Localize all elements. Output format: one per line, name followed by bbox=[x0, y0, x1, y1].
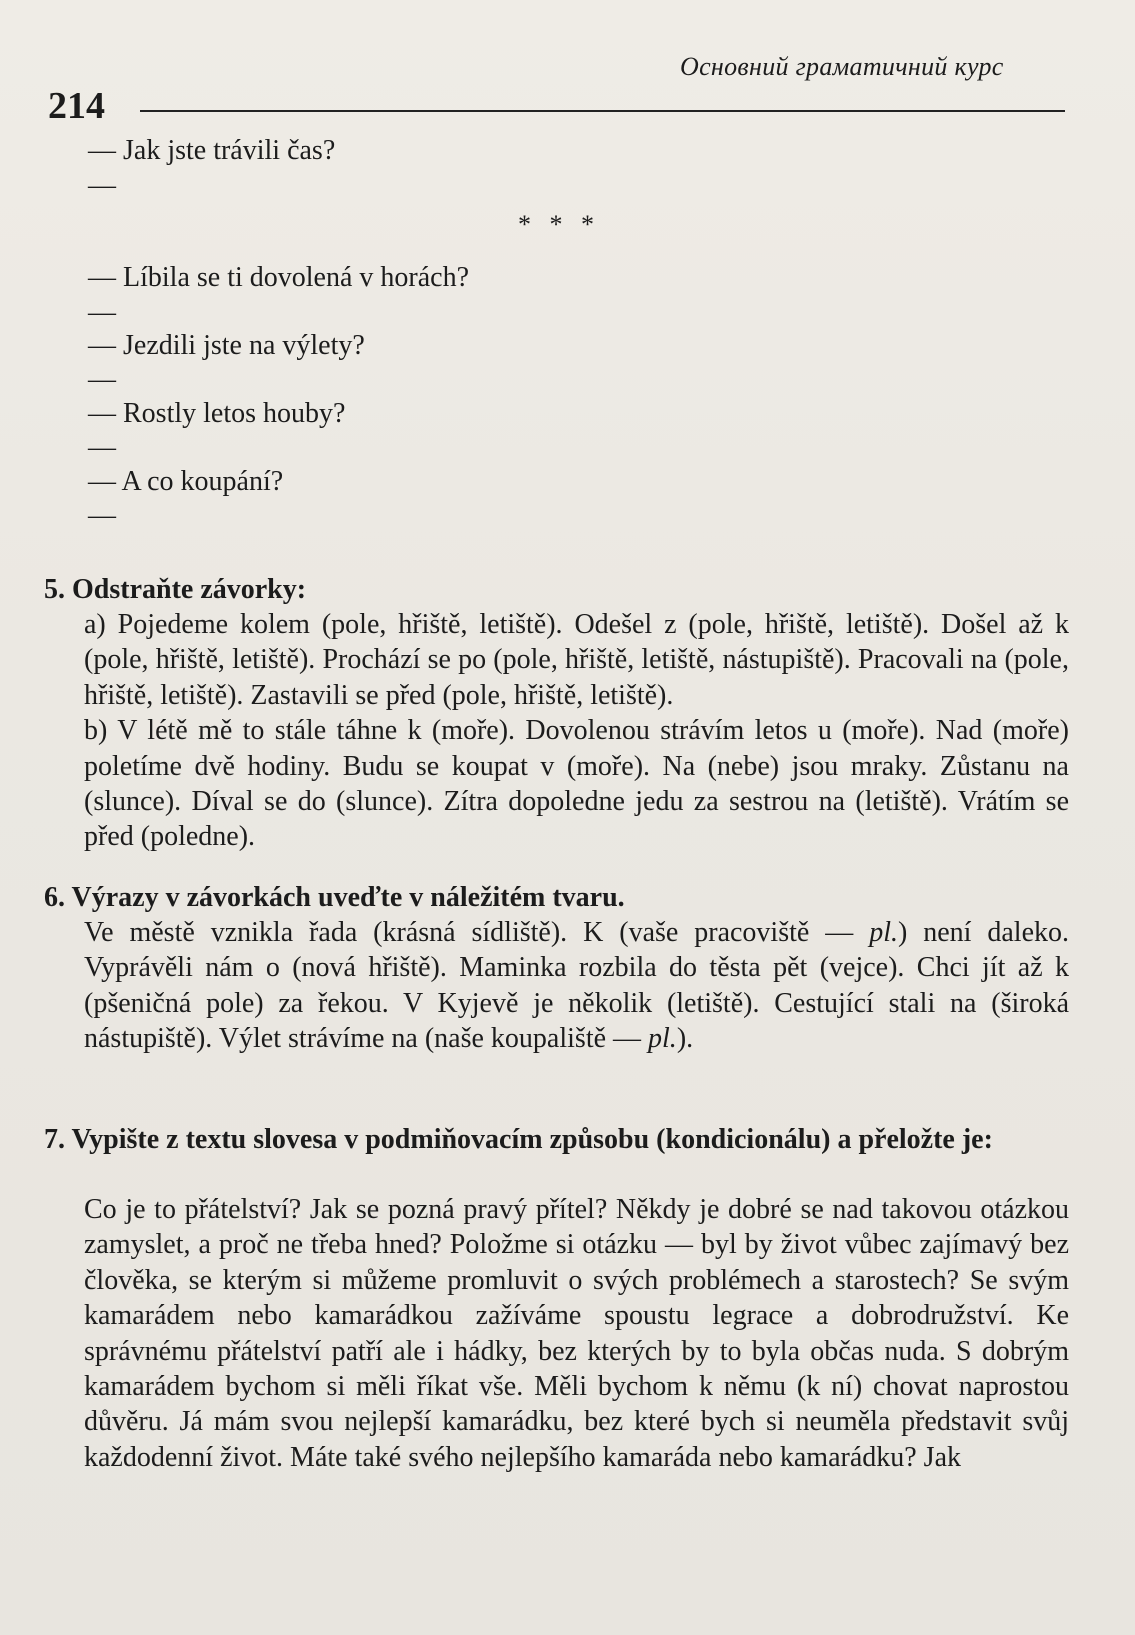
dialog-line: — Jezdili jste na výlety? bbox=[88, 330, 365, 361]
exercise-5-part-a: a) Pojedeme kolem (pole, hřiště, letiště). Odešel z (pole, hřiště, letiště). Došel až k (pole, hřiště, letiště). Prochází se po (pole, hřiště, letiště, nástupiště). Pracovali na (pole, hřiště, letiště). Zastavili se před (pole, hřiště, letiště). bbox=[84, 609, 1069, 711]
exercise-5-part-b: b) V létě mě to stále táhne k (moře). Dovolenou strávím letos u (moře). Nad (moře) poletíme dvě hodiny. Budu se koupat v (moře). Na (nebe) jsou mraky. Zůstanu na (slunce). Díval se do (slunce). Zítra dopoledne jedu za sestrou na (letiště). Vrátím se před (poledne). bbox=[84, 715, 1069, 853]
dialog-line: — A co koupání? bbox=[88, 466, 284, 497]
plural-abbr: pl. bbox=[648, 1023, 677, 1055]
dialog-blank: — bbox=[88, 170, 116, 201]
exercise-6-text: ) není daleko. Vyprávěli nám o (nová hřiště). Maminka rozbila do těsta pět (vejce). Chci jít až k (pšeničná pole) za řekou. V Kyjevě je několik (letiště). Cestující stali na (široká nástupiště). Výlet strávíme na (naše koupaliště — bbox=[84, 917, 1069, 1055]
dialog-blank: — bbox=[88, 364, 116, 395]
dialog-blank: — bbox=[88, 432, 116, 463]
dialog-blank: — bbox=[88, 500, 116, 531]
header-rule bbox=[140, 110, 1065, 112]
running-header: Основний граматичний курс bbox=[680, 52, 1004, 81]
exercise-6-text: Ve městě vznikla řada (krásná sídliště). K (vaše pracoviště — bbox=[84, 917, 870, 948]
exercise-6-text: ). bbox=[676, 1023, 694, 1055]
exercise-7-heading: 7. Vypište z textu slovesa v podmiňovacím způsobu (kondicionálu) a přeložte je: bbox=[44, 1124, 993, 1155]
exercise-6-body bbox=[84, 915, 1069, 1057]
exercise-5-heading: 5. Odstraňte závorky: bbox=[44, 574, 307, 605]
exercise-7-body: Co je to přátelství? Jak se pozná pravý přítel? Někdy je dobré se nad takovou otázkou zamyslet, a proč ne třeba hned? Položme si otázku — byl by život vůbec zajímavý bez člověka, se kterým si můžeme promluvit o svých problémech a starostech? Se svým kamarádem nebo kamarádkou zažíváme spoustu legrace a dobrodružství. Ke správnému přátelství patří ale i hádky, bez kterých by to byla občas nuda. S dobrým kamarádem bychom si měli říkat vše. Měli bychom k němu (k ní) chovat naprostou důvěru. Já mám svou nejlepší kamarádku, bez které bych si neuměla představit svůj každodenní život. Máte také svého nejlepšího kamaráda nebo kamarádku? Jak bbox=[84, 1194, 1069, 1473]
dialog-blank: — bbox=[88, 297, 116, 328]
page-number: 214 bbox=[48, 85, 105, 127]
section-stars: * * * bbox=[518, 210, 600, 239]
exercise-5-body bbox=[84, 607, 1069, 855]
dialog-line: — Rostly letos houby? bbox=[88, 398, 346, 429]
exercise-6-heading: 6. Výrazy v závorkách uveďte v náležitém tvaru. bbox=[44, 882, 625, 913]
dialog-line: — Líbila se ti dovolená v horách? bbox=[88, 262, 469, 293]
plural-abbr: pl. bbox=[869, 917, 898, 948]
dialog-line: — Jak jste trávili čas? bbox=[88, 135, 336, 166]
